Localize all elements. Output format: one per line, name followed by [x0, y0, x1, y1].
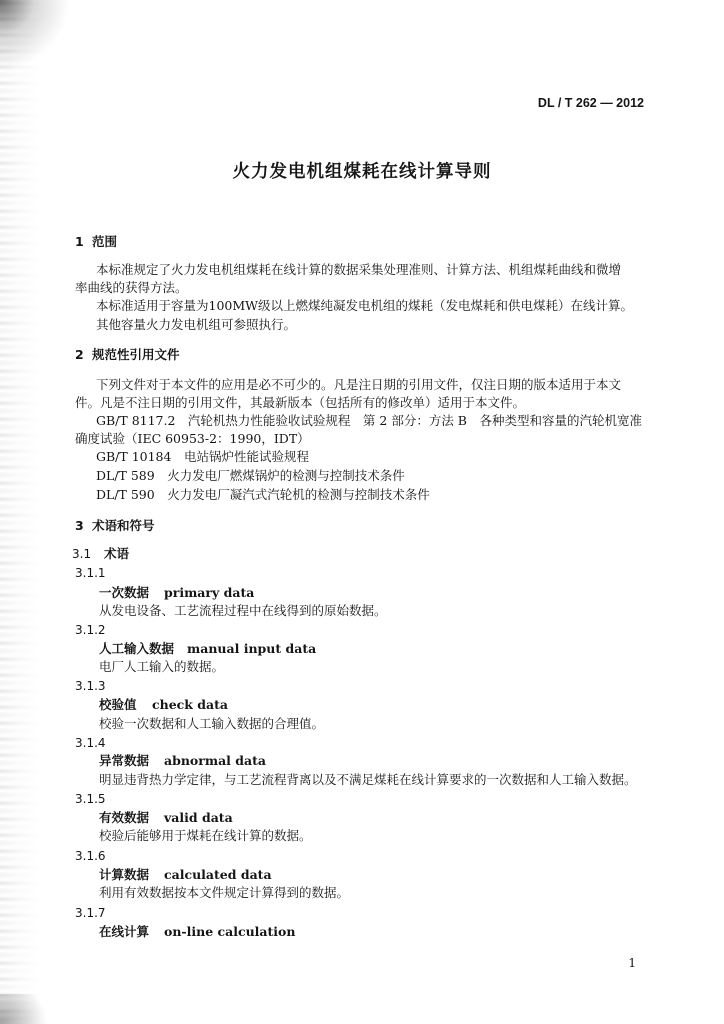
term-name: 校验值: [99, 697, 137, 712]
reference-gbt-8117-line-2: 确度试验（IEC 60953-2：1990，IDT）: [75, 431, 310, 446]
term-number: 3.1.6: [75, 849, 106, 863]
section-1-paragraph-2: 本标准适用于容量为100MW级以上燃煤纯凝发电机组的煤耗（发电煤耗和供电煤耗）在线计算。: [96, 298, 634, 313]
term-name: 异常数据: [99, 753, 150, 768]
scan-shadow-left: [0, 0, 40, 1024]
term-definition: 明显违背热力学定律，与工艺流程背离以及不满足煤耗在线计算要求的一次数据和人工输入数据。: [99, 772, 637, 787]
term-english: check data: [152, 697, 228, 712]
term-english: on-line calculation: [164, 924, 296, 939]
section-1-number: 1: [75, 234, 84, 249]
term-number: 3.1.3: [75, 679, 106, 693]
term-english: abnormal data: [164, 753, 266, 768]
scan-shadow-corner: [0, 0, 70, 70]
term-name: 在线计算: [99, 924, 150, 939]
term-number: 3.1.1: [75, 566, 106, 580]
reference-dlt-589: DL/T 589 火力发电厂燃煤锅炉的检测与控制技术条件: [96, 468, 405, 483]
term-english: calculated data: [164, 867, 272, 882]
term-number: 3.1.2: [75, 623, 106, 637]
section-1-paragraph-1-line-1: 本标准规定了火力发电机组煤耗在线计算的数据采集处理准则、计算方法、机组煤耗曲线和微增: [96, 262, 622, 277]
page-number: 1: [628, 956, 636, 970]
term-english: manual input data: [187, 641, 317, 656]
term-definition: 电厂人工输入的数据。: [99, 659, 225, 674]
section-1-paragraph-3: 其他容量火力发电机组可参照执行。: [96, 317, 297, 332]
section-3-number: 3: [75, 518, 84, 533]
term-definition: 从发电设备、工艺流程过程中在线得到的原始数据。: [99, 603, 387, 618]
reference-gbt-10184: GB/T 10184 电站锅炉性能试验规程: [96, 449, 309, 464]
term-name: 人工输入数据: [99, 641, 175, 656]
term-name: 有效数据: [99, 810, 150, 825]
scan-shadow-bottom: [0, 994, 60, 1024]
term-english: primary data: [164, 585, 255, 600]
term-number: 3.1.7: [75, 906, 106, 920]
section-1-paragraph-1-line-2: 率曲线的获得方法。: [75, 280, 188, 295]
term-name: 计算数据: [99, 867, 150, 882]
section-2-number: 2: [75, 347, 84, 362]
term-english: valid data: [164, 810, 233, 825]
section-2-paragraph-line-2: 件。凡是不注日期的引用文件，其最新版本（包括所有的修改单）适用于本文件。: [75, 395, 526, 410]
term-number: 3.1.4: [75, 736, 106, 750]
reference-dlt-590: DL/T 590 火力发电厂凝汽式汽轮机的检测与控制技术条件: [96, 487, 430, 502]
document-title: 火力发电机组煤耗在线计算导则: [232, 162, 492, 182]
section-3-heading: 术语和符号: [92, 518, 155, 533]
term-definition: 校验一次数据和人工输入数据的合理值。: [99, 716, 325, 731]
term-number: 3.1.5: [75, 792, 106, 806]
section-2-heading: 规范性引用文件: [92, 347, 180, 362]
subsection-3-1-number: 3.1: [72, 547, 92, 561]
term-definition: 校验后能够用于煤耗在线计算的数据。: [99, 828, 312, 843]
term-name: 一次数据: [99, 585, 150, 600]
term-definition: 利用有效数据按本文件规定计算得到的数据。: [99, 885, 350, 900]
section-1-heading: 范围: [92, 234, 118, 249]
subsection-3-1-heading: 术语: [104, 546, 130, 561]
reference-gbt-8117-line-1: GB/T 8117.2 汽轮机热力性能验收试验规程 第 2 部分：方法 B 各种类型和容量的汽轮机宽准: [96, 413, 642, 428]
section-2-paragraph-line-1: 下列文件对于本文件的应用是必不可少的。凡是注日期的引用文件，仅注日期的版本适用于本文: [96, 377, 622, 392]
standard-number: DL / T 262 — 2012: [537, 96, 644, 110]
